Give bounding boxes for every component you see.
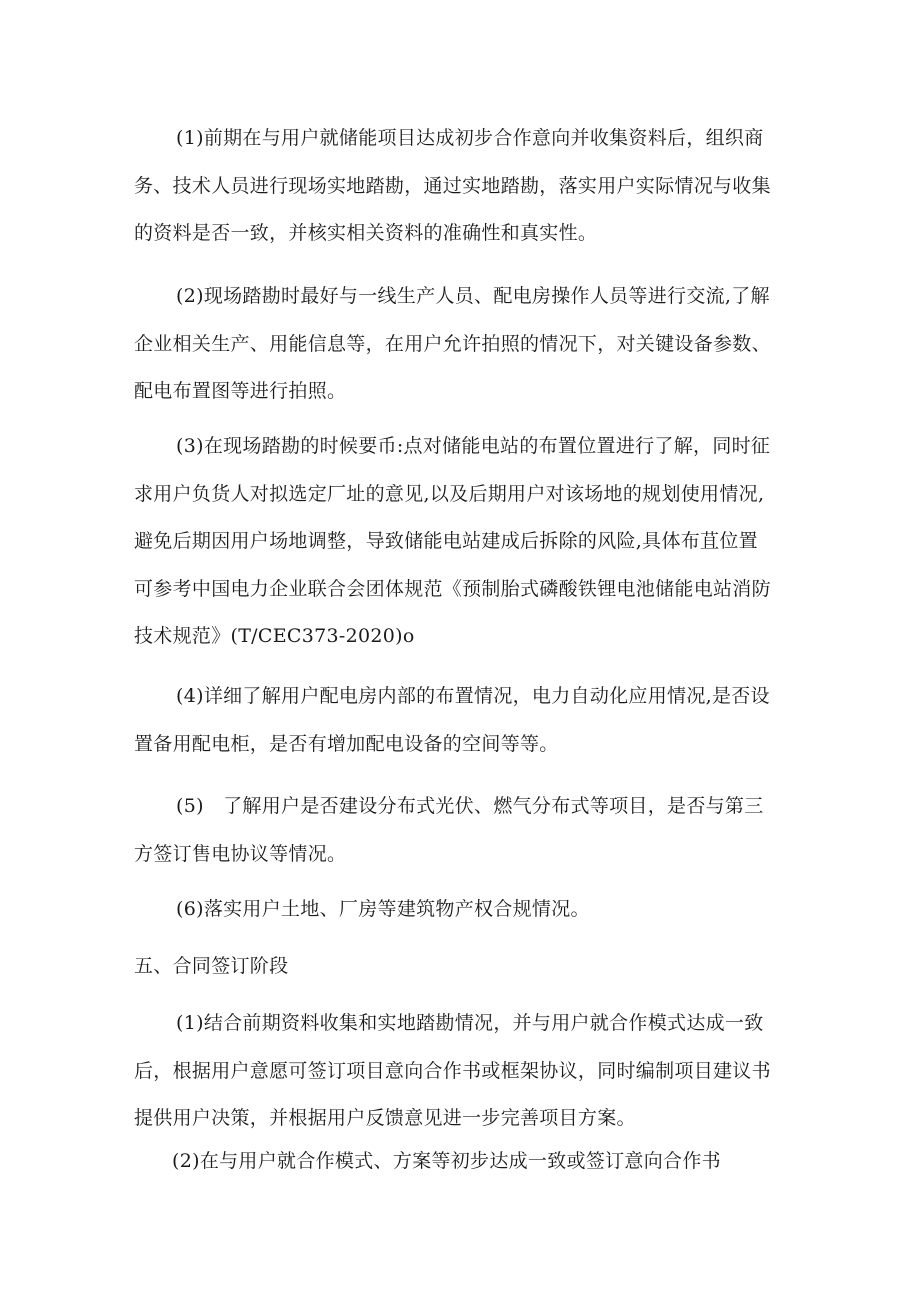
paragraph-line: (3)在现场踏勘的时候要币:点对储能电站的布置位置进行了解，同时征 bbox=[176, 435, 771, 457]
section-paragraph-1 bbox=[134, 1000, 794, 1143]
paragraph-line: (2)在与用户就合作模式、方案等初步达成一致或签订意向合作书 bbox=[172, 1150, 721, 1172]
paragraph-line: 配电布置图等进行拍照。 bbox=[134, 380, 347, 402]
paragraph-line: 可参考中国电力企业联合会团体规范《预制胎式磷酸铁锂电池储能电站消防 bbox=[134, 577, 771, 600]
paragraph-line: 置备用配电柜，是否有增加配电设备的空间等等。 bbox=[134, 732, 559, 755]
paragraph-line: 务、技术人员进行现场实地踏勘，通过实地踏勘，落实用户实际情况与收集 bbox=[134, 174, 771, 197]
paragraph-line: 方签订售电协议等情况。 bbox=[134, 842, 347, 865]
paragraph-line: (1)结合前期资料收集和实地踏勘情况，并与用户就合作模式达成一致 bbox=[176, 1012, 764, 1034]
section-heading: 五、合同签订阶段 bbox=[134, 955, 289, 977]
paragraph-line: (1)前期在与用户就储能项目达成初步合作意向并收集资料后，组织商 bbox=[176, 127, 764, 149]
paragraph-4 bbox=[134, 673, 794, 768]
paragraph-line: (5) 了解用户是否建设分布式光伏、燃气分布式等项目，是否与第三 bbox=[176, 795, 764, 817]
paragraph-2 bbox=[134, 273, 794, 416]
paragraph-line: 企业相关生产、用能信息等，在用户允许拍照的情况下，对关键设备参数、 bbox=[134, 332, 771, 355]
paragraph-3 bbox=[134, 423, 794, 661]
paragraph-line: 提供用户决策，并根据用户反馈意见进一步完善项目方案。 bbox=[134, 1107, 636, 1129]
paragraph-line: 的资料是否一致，并核实相关资料的准确性和真实性。 bbox=[134, 222, 598, 244]
paragraph-1 bbox=[134, 115, 794, 258]
paragraph-line: (4)详细了解用户配电房内部的布置情况，电力自动化应用情况,是否设 bbox=[176, 685, 770, 707]
paragraph-6 bbox=[134, 886, 794, 934]
paragraph-5 bbox=[134, 783, 794, 878]
paragraph-line: 求用户负货人对拟选定厂址的意见,以及后期用户对该场地的规划使用情况, bbox=[134, 482, 765, 505]
paragraph-line: 技术规范》(T/CEC373-2020)o bbox=[134, 625, 415, 647]
paragraph-line: 避免后期因用户场地调整，导致储能电站建成后拆除的风险,具体布苴位置 bbox=[134, 530, 758, 552]
paragraph-line: (2)现场踏勘时最好与一线生产人员、配电房操作人员等进行交流,了解 bbox=[176, 285, 770, 307]
paragraph-line: 后，根据用户意愿可签订项目意向合作书或框架协议，同时编制项目建议书 bbox=[134, 1059, 771, 1082]
paragraph-line: (6)落实用户土地、厂房等建筑物产权合规情况。 bbox=[176, 898, 590, 920]
section-paragraph-2 bbox=[134, 1138, 794, 1186]
